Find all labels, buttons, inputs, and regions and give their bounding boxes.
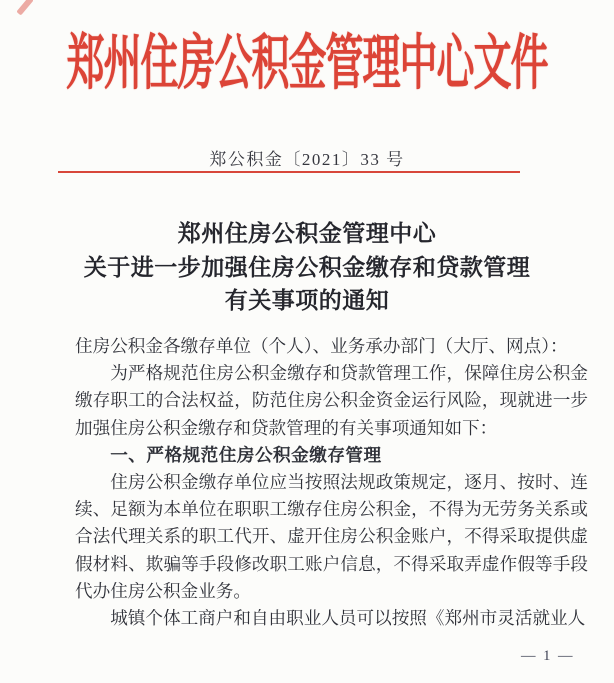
next-paragraph-truncated: 城镇个体工商户和自由职业人员可以按照《郑州市灵活就业人 [110, 608, 586, 629]
document-number: 郑公积金〔2021〕33 号 [209, 150, 405, 169]
section-1-paragraph: 住房公积金缴存单位应当按照法规政策规定，逐月、按时、连续、足额为本单位在职职工缴存住房公积金，不得为无劳务关系或合法代理关系的职工代开、虚开住房公积金账户，不得采取提供虚假材料、欺骗等手段修改职工账户信息，不得采取弄虚作假等手段代办住房公积金业务。 [75, 472, 588, 601]
document-body [75, 333, 588, 632]
red-divider-line [58, 171, 520, 173]
intro-paragraph: 为严格规范住房公积金缴存和贷款管理工作，保障住房公积金缴存职工的合法权益，防范住房公积金资金运行风险，现就进一步加强住房公积金缴存和贷款管理的有关事项通知如下： [75, 363, 588, 438]
section-1-heading: 一、严格规范住房公积金缴存管理 [110, 444, 382, 465]
document-title-line-1: 郑州住房公积金管理中心 [177, 221, 437, 246]
document-title-line-2: 关于进一步加强住房公积金缴存和贷款管理 [83, 254, 531, 280]
document-title-line-3: 有关事项的通知 [224, 288, 390, 313]
page-number: — 1 — [521, 648, 575, 664]
document-title [0, 217, 614, 318]
salutation-line: 住房公积金各缴存单位（个人）、业务承办部门（大厅、网点）： [75, 336, 568, 356]
document-header-banner: 郑州住房公积金管理中心文件 [66, 31, 548, 98]
